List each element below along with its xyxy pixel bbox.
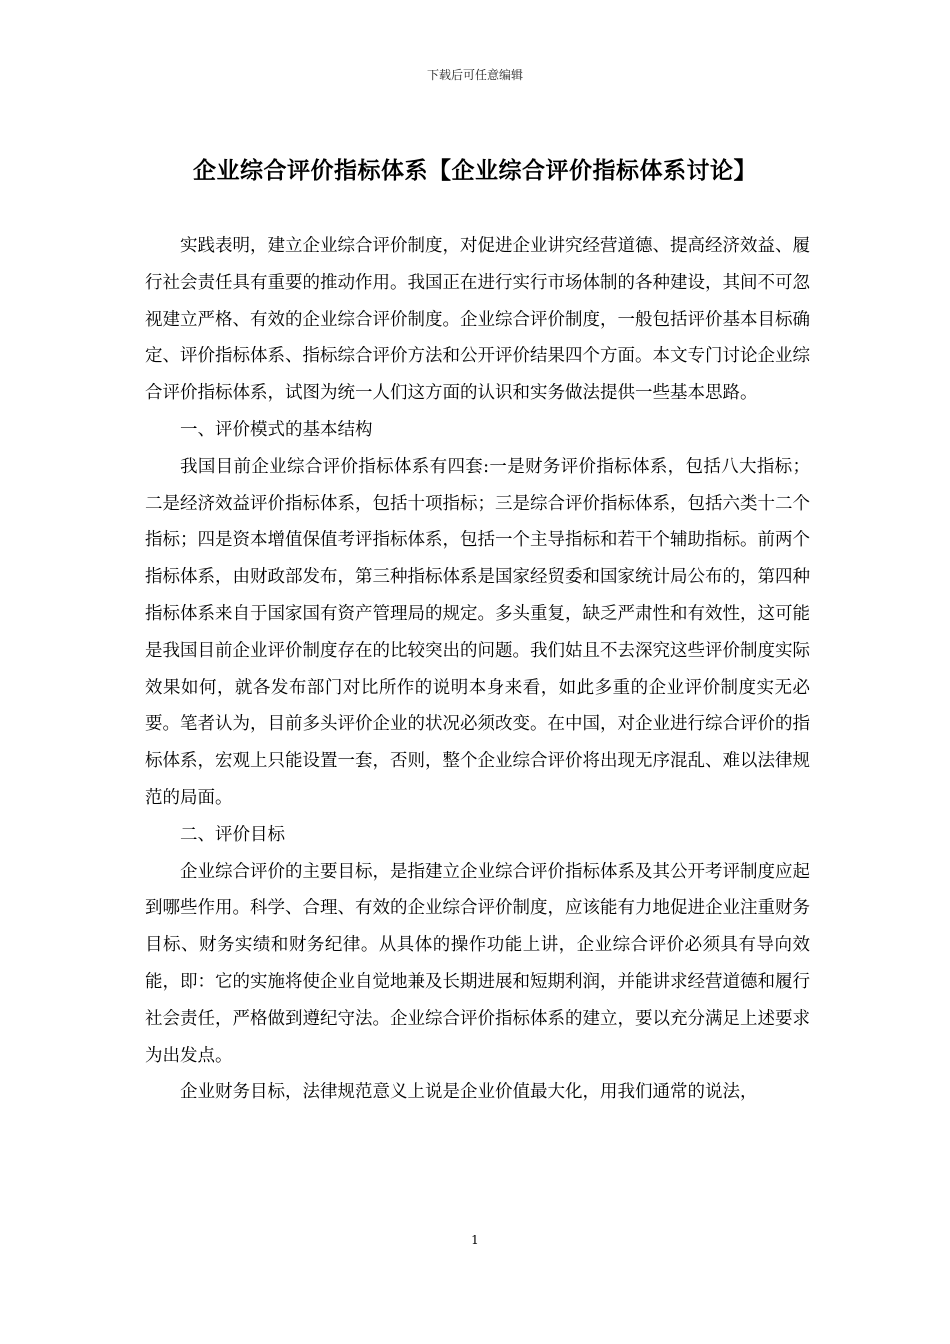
paragraph-section-2: 企业综合评价的主要目标，是指建立企业综合评价指标体系及其公开考评制度应起到哪些作用。科学、合理、有效的企业综合评价制度，应该能有力地促进企业注重财务目标、财务实绩和财务纪律。从具体的操作功能上讲，企业综合评价必须具有导向效能，即：它的实施将使企业自觉地兼及长期进展和短期利润，并能讲求经营道德和履行社会责任，严格做到遵纪守法。企业综合评价指标体系的建立，要以充分满足上述要求为出发点。 bbox=[145, 861, 810, 1066]
paragraph-section-1: 我国目前企业综合评价指标体系有四套:一是财务评价指标体系，包括八大指标；二是经济效益评价指标体系，包括十项指标；三是综合评价指标体系，包括六类十二个指标；四是资本增值保值考评指标体系，包括一个主导指标和若干个辅助指标。前两个指标体系，由财政部发布，第三种指标体系是国家经贸委和国家统计局公布的，第四种指标体系来自于国家国有资产管理局的规定。多头重复，缺乏严肃性和有效性，这可能是我国目前企业评价制度存在的比较突出的问题。我们姑且不去深究这些评价制度实际效果如何，就各发布部门对比所作的说明本身来看，如此多重的企业评价制度实无必要。笔者认为，目前多头评价企业的状况必须改变。在中国，对企业进行综合评价的指标体系，宏观上只能设置一套，否则，整个企业综合评价将出现无序混乱、难以法律规范的局面。 bbox=[145, 456, 810, 808]
section-heading-1: 一、评价模式的基本结构 bbox=[180, 419, 373, 440]
section-heading-2: 二、评价目标 bbox=[180, 824, 285, 845]
page-header: 下载后可任意编辑 bbox=[426, 68, 523, 82]
document-body bbox=[145, 228, 810, 1111]
paragraph-financial-goal: 企业财务目标，法律规范意义上说是企业价值最大化，用我们通常的说法， bbox=[180, 1082, 758, 1103]
paragraph-intro: 实践表明，建立企业综合评价制度，对促进企业讲究经营道德、提高经济效益、履行社会责任具有重要的推动作用。我国正在进行实行市场体制的各种建设，其间不可忽视建立严格、有效的企业综合评价制度。企业综合评价制度，一般包括评价基本目标确定、评价指标体系、指标综合评价方法和公开评价结果四个方面。本文专门讨论企业综合评价指标体系，试图为统一人们这方面的认识和实务做法提供一些基本思路。 bbox=[145, 236, 810, 404]
page-number: 1 bbox=[471, 1233, 479, 1247]
document-title: 企业综合评价指标体系【企业综合评价指标体系讨论】 bbox=[193, 158, 757, 184]
